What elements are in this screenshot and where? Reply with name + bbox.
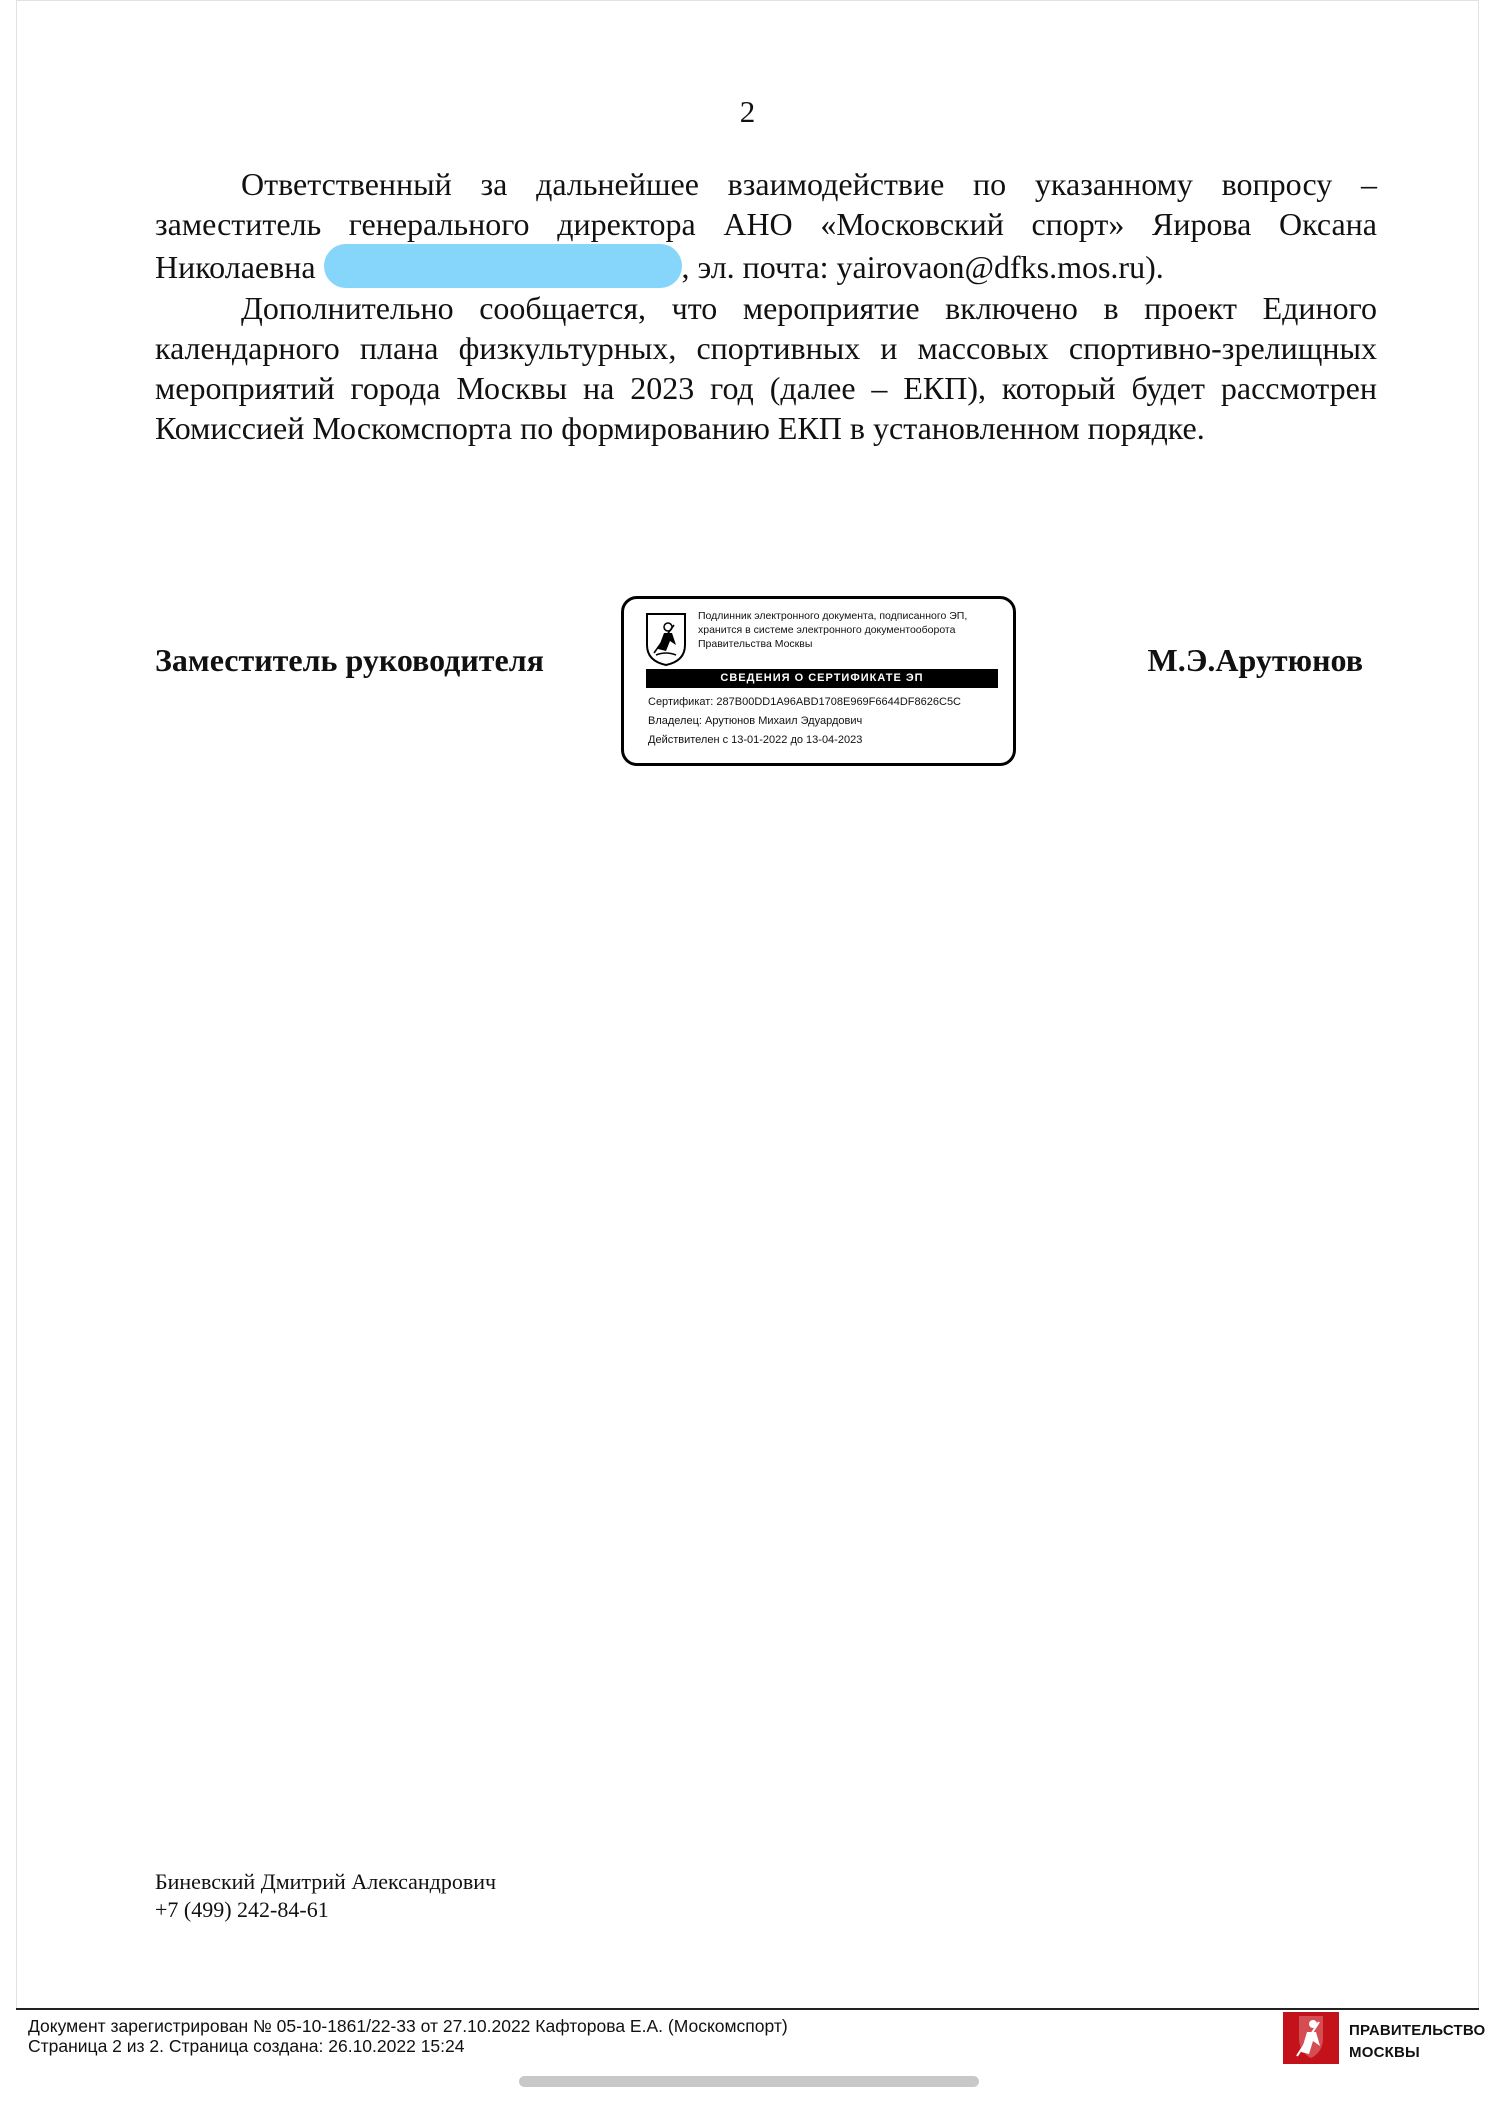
executor-name: Биневский Дмитрий Александрович [155, 1869, 497, 1894]
stamp-header [698, 609, 1008, 651]
executor-phone: +7 (499) 242-84-61 [155, 1897, 329, 1922]
moscow-government-brand [1349, 2020, 1485, 2064]
signer-title: Заместитель руководителя [155, 642, 544, 678]
stamp-header-line: Подлинник электронного документа, подписанного ЭП, [698, 610, 968, 622]
signer-name: М.Э.Арутюнов [1147, 642, 1363, 678]
certificate-info-bar: СВЕДЕНИЯ О СЕРТИФИКАТЕ ЭП [646, 669, 998, 688]
redacted-phone [324, 244, 682, 288]
brand-line: МОСКВЫ [1349, 2044, 1420, 2061]
paragraph-additional: Дополнительно сообщается, что мероприятие включено в проект Единого календарного плана физкультурных, спортивных и массовых спортивно-зрелищных мероприятий города Москвы на 2023 год (далее – ЕКП), который будет рассмотрен Комиссией Москомспорта по формированию ЕКП в установленном порядке. [155, 290, 1377, 446]
paragraph-responsible-email: , эл. почта: yairovaon@dfks.mos.ru). [681, 249, 1164, 285]
executor-block [155, 1868, 496, 1924]
certificate-owner: Владелец: Арутюнов Михаил Эдуардович [648, 715, 863, 727]
paragraph-responsible-text: Ответственный за дальнейшее взаимодействие по указанному вопросу – заместитель генерального директора АНО «Московский спорт» Яирова Оксана Николаевна [155, 166, 1377, 285]
certificate-validity: Действителен с 13-01-2022 до 13-04-2023 [648, 734, 863, 746]
home-indicator-bar[interactable] [519, 2076, 979, 2087]
letter-body [155, 164, 1377, 448]
page-info-line: Страница 2 из 2. Страница создана: 26.10.2022 15:24 [28, 2036, 465, 2056]
moscow-government-emblem-icon [1283, 2012, 1339, 2064]
footer-divider [16, 2008, 1479, 2010]
certificate-number: Сертификат: 287B00DD1A96ABD1708E969F6644DF8626C5C [648, 696, 962, 708]
moscow-coat-of-arms-icon [644, 611, 688, 667]
brand-line: ПРАВИТЕЛЬСТВО [1349, 2022, 1486, 2039]
page-number: 2 [739, 94, 756, 129]
registration-footer [28, 2016, 788, 2056]
paragraph-responsible [155, 164, 1377, 288]
registration-line: Документ зарегистрирован № 05-10-1861/22-33 от 27.10.2022 Кафторова Е.А. (Москомспорт) [28, 2016, 788, 2036]
electronic-signature-stamp [621, 596, 1016, 766]
stamp-header-line: Правительства Москвы [698, 638, 813, 650]
stamp-header-line: хранится в системе электронного документооборота [698, 624, 956, 636]
